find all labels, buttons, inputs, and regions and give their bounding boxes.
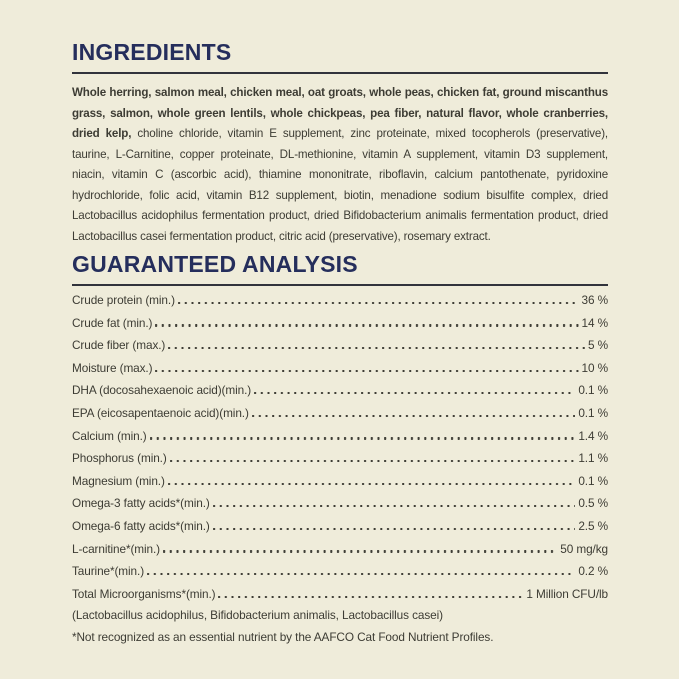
analysis-value: 36 %	[581, 293, 608, 307]
table-row	[72, 470, 608, 493]
dot-leader	[252, 415, 576, 417]
analysis-value: 0.2 %	[578, 564, 608, 579]
table-row	[72, 379, 608, 402]
ingredients-title: INGREDIENTS	[72, 39, 232, 65]
analysis-label: Calcium (min.)	[72, 428, 147, 443]
guaranteed-analysis-title: GUARANTEED ANALYSIS	[72, 251, 358, 277]
analysis-label: Taurine*(min.)	[72, 564, 145, 579]
analysis-label: Phosphorus (min.)	[72, 451, 167, 466]
dot-leader	[213, 505, 576, 507]
analysis-value: 0.1 %	[578, 473, 608, 488]
ingredients-divider	[72, 72, 608, 74]
table-row	[72, 583, 608, 606]
dot-leader	[155, 370, 578, 372]
table-row	[72, 334, 608, 357]
dot-leader	[168, 483, 576, 485]
dot-leader	[213, 528, 576, 530]
analysis-label: Omega-3 fatty acids*(min.)	[72, 496, 210, 511]
ingredients-text	[72, 83, 608, 247]
dot-leader	[218, 596, 523, 598]
analysis-label: Crude protein (min.)	[72, 293, 175, 307]
microorganisms-detail: (Lactobacillus acidophilus, Bifidobacterium animalis, Lactobacillus casei)	[72, 608, 443, 623]
analysis-value: 1.1 %	[578, 451, 608, 466]
ingredients-primary-text: Whole herring, salmon meal, chicken meal, oat groats, whole peas, chicken fat, ground miscanthus grass, salmon, whole green lentils, whole chickpeas, pea fiber, natural flavor, whole cranberries, dried kelp,	[72, 86, 608, 140]
analysis-label: Total Microorganisms*(min.)	[72, 586, 216, 601]
aafco-footnote: *Not recognized as an essential nutrient by the AAFCO Cat Food Nutrient Profiles.	[72, 630, 494, 645]
guaranteed-analysis-divider	[72, 284, 608, 286]
analysis-value: 0.5 %	[578, 496, 608, 511]
analysis-label: EPA (eicosapentaenoic acid)(min.)	[72, 405, 249, 420]
table-row	[72, 515, 608, 538]
table-row	[72, 492, 608, 515]
dot-leader	[150, 437, 576, 439]
table-row	[72, 289, 608, 312]
analysis-label: Omega-6 fatty acids*(min.)	[72, 518, 210, 533]
ingredients-section	[72, 41, 608, 247]
dot-leader	[155, 324, 578, 326]
analysis-label: DHA (docosahexaenoic acid)(min.)	[72, 383, 252, 398]
analysis-label: L-carnitine*(min.)	[72, 541, 161, 556]
analysis-label: Magnesium (min.)	[72, 473, 165, 488]
analysis-value: 50 mg/kg	[560, 541, 608, 556]
table-row	[72, 447, 608, 470]
analysis-value: 1.4 %	[578, 428, 608, 443]
table-row	[72, 560, 608, 583]
table-row	[72, 538, 608, 561]
analysis-value: 2.5 %	[578, 518, 608, 533]
analysis-value: 14 %	[581, 315, 608, 330]
table-row	[72, 357, 608, 380]
analysis-value: 10 %	[581, 360, 608, 375]
analysis-value: 0.1 %	[578, 383, 608, 398]
table-row	[72, 425, 608, 448]
ingredients-secondary-text: choline chloride, vitamin E supplement, zinc proteinate, mixed tocopherols (preservative), taurine, L-Carnitine, copper proteinate, DL-methionine, vitamin A supplement, vitamin D3 supplement, niacin, vitamin C (ascorbic acid), thiamine mononitrate, riboflavin, calcium pantothenate, pyridoxine hydrochloride, folic acid, vitamin B12 supplement, biotin, menadione sodium bisulfite complex, dried Lactobacillus acidophilus fermentation product, dried Bifidobacterium animalis fermentation product, dried Lactobacillus casei fermentation product, citric acid (preservative), rosemary extract.	[72, 127, 608, 243]
table-row	[72, 312, 608, 335]
dot-leader	[168, 347, 585, 349]
analysis-label: Crude fat (min.)	[72, 315, 153, 330]
analysis-label: Crude fiber (max.)	[72, 338, 166, 353]
dot-leader	[170, 460, 576, 462]
table-row	[72, 402, 608, 425]
analysis-label: Moisture (max.)	[72, 360, 153, 375]
dot-leader	[163, 550, 557, 552]
analysis-value: 1 Million CFU/lb	[526, 586, 608, 601]
analysis-value: 5 %	[587, 338, 608, 353]
dot-leader	[147, 573, 575, 575]
dot-leader	[254, 392, 575, 394]
guaranteed-analysis-section	[72, 253, 608, 647]
dot-leader	[178, 302, 579, 304]
guaranteed-analysis-table	[72, 289, 608, 605]
analysis-value: 0.1 %	[578, 405, 608, 420]
